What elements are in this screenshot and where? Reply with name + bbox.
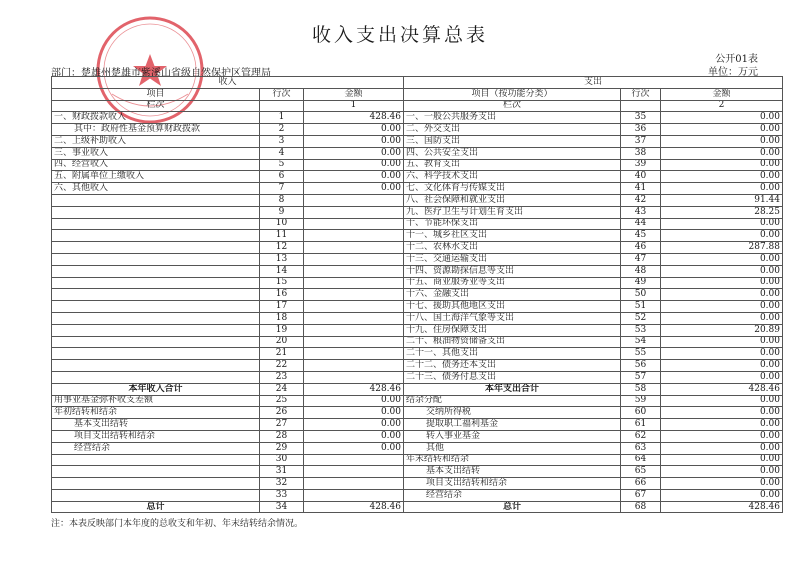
expense-item: 交纳所得税: [404, 407, 621, 419]
expense-item-header: 项目（按功能分类）: [404, 88, 621, 100]
expense-item: 十一、城乡社区支出: [404, 230, 621, 242]
expense-amount: 0.00: [661, 312, 783, 324]
expense-amount: 0.00: [661, 336, 783, 348]
expense-amount: 287.88: [661, 242, 783, 254]
income-line: 24: [260, 383, 304, 395]
expense-header: 支出: [404, 77, 783, 89]
income-item: [52, 277, 260, 289]
table-row: [52, 383, 783, 395]
expense-line: 42: [621, 194, 661, 206]
income-line: 2: [260, 124, 304, 136]
expense-line: 64: [621, 454, 661, 466]
income-line: 27: [260, 419, 304, 431]
table-row: [52, 395, 783, 407]
expense-item: 一、一般公共服务支出: [404, 112, 621, 124]
table-row: [52, 489, 783, 501]
expense-item: 经营结余: [404, 489, 621, 501]
table-row: [52, 253, 783, 265]
income-item: 经营结余: [52, 442, 260, 454]
expense-item: 总计: [404, 501, 621, 513]
income-line: 25: [260, 395, 304, 407]
expense-item: 十三、交通运输支出: [404, 253, 621, 265]
expense-amount: 428.46: [661, 383, 783, 395]
expense-amount: 0.00: [661, 466, 783, 478]
expense-amount: 0.00: [661, 430, 783, 442]
income-item: 项目支出结转和结余: [52, 430, 260, 442]
table-row: [52, 454, 783, 466]
income-line: 23: [260, 371, 304, 383]
expense-amount: 0.00: [661, 442, 783, 454]
expense-line: 60: [621, 407, 661, 419]
income-amount: [304, 289, 404, 301]
expense-amount: 0.00: [661, 135, 783, 147]
expense-line: 62: [621, 430, 661, 442]
expense-amount: 0.00: [661, 301, 783, 313]
income-line: 30: [260, 454, 304, 466]
income-amount: 428.46: [304, 501, 404, 513]
income-amount: [304, 277, 404, 289]
table-row: [52, 501, 783, 513]
table-row: [52, 112, 783, 124]
expense-amount: 0.00: [661, 265, 783, 277]
expense-item: 二十、粮油物资储备支出: [404, 336, 621, 348]
income-amount: 428.46: [304, 112, 404, 124]
income-item: 总计: [52, 501, 260, 513]
income-line: 29: [260, 442, 304, 454]
income-amount: [304, 242, 404, 254]
table-row: [52, 242, 783, 254]
expense-line: 36: [621, 124, 661, 136]
income-amount: 0.00: [304, 183, 404, 195]
income-amount: [304, 466, 404, 478]
table-row: [52, 419, 783, 431]
income-col-blank: [260, 100, 304, 112]
expense-amount: 0.00: [661, 478, 783, 490]
income-item: 一、财政拨款收入: [52, 112, 260, 124]
expense-amount: 0.00: [661, 218, 783, 230]
income-item: [52, 242, 260, 254]
table-row: [52, 442, 783, 454]
table-row: [52, 301, 783, 313]
income-item: [52, 230, 260, 242]
income-line-header: 行次: [260, 88, 304, 100]
expense-amount: 0.00: [661, 360, 783, 372]
expense-amount: 91.44: [661, 194, 783, 206]
income-line: 10: [260, 218, 304, 230]
income-line: 16: [260, 289, 304, 301]
department-label: 部门：楚雄州楚雄市紫溪山省级自然保护区管理局: [51, 68, 271, 79]
income-line: 21: [260, 348, 304, 360]
income-amount: [304, 489, 404, 501]
expense-line: 39: [621, 159, 661, 171]
expense-amount: 0.00: [661, 112, 783, 124]
income-item: [52, 324, 260, 336]
table-row: [52, 371, 783, 383]
income-item: [52, 265, 260, 277]
income-amount: [304, 312, 404, 324]
income-amount: [304, 218, 404, 230]
expense-item: 结余分配: [404, 395, 621, 407]
income-amount: 0.00: [304, 171, 404, 183]
expense-amount: 28.25: [661, 206, 783, 218]
expense-amount: 20.89: [661, 324, 783, 336]
expense-amount: 0.00: [661, 419, 783, 431]
income-line: 5: [260, 159, 304, 171]
expense-item: 八、社会保障和就业支出: [404, 194, 621, 206]
expense-item: 提取职工福利基金: [404, 419, 621, 431]
table-row: [52, 360, 783, 372]
income-amount: 0.00: [304, 407, 404, 419]
income-item: 二、上级补助收入: [52, 135, 260, 147]
income-item: [52, 478, 260, 490]
income-line: 4: [260, 147, 304, 159]
table-row: [52, 348, 783, 360]
income-item: [52, 360, 260, 372]
income-item: [52, 206, 260, 218]
income-item: [52, 336, 260, 348]
income-item: [52, 194, 260, 206]
expense-item: 十八、国土海洋气象等支出: [404, 312, 621, 324]
income-item: 三、事业收入: [52, 147, 260, 159]
income-amount: [304, 301, 404, 313]
expense-item: 三、国防支出: [404, 135, 621, 147]
income-line: 17: [260, 301, 304, 313]
income-line: 14: [260, 265, 304, 277]
expense-amount: 0.00: [661, 489, 783, 501]
expense-line: 48: [621, 265, 661, 277]
expense-line: 57: [621, 371, 661, 383]
income-amount: 0.00: [304, 430, 404, 442]
form-number: 公开01表: [715, 54, 758, 65]
table-row: [52, 218, 783, 230]
header-row-columns: [52, 88, 783, 100]
income-item: 其中：政府性基金预算财政拨款: [52, 124, 260, 136]
expense-col-label: 栏次: [404, 100, 621, 112]
income-line: 28: [260, 430, 304, 442]
income-amount: 0.00: [304, 442, 404, 454]
expense-line: 46: [621, 242, 661, 254]
income-amount: 428.46: [304, 383, 404, 395]
expense-item: 本年支出合计: [404, 383, 621, 395]
table-row: [52, 206, 783, 218]
expense-line: 41: [621, 183, 661, 195]
income-line: 8: [260, 194, 304, 206]
income-line: 31: [260, 466, 304, 478]
expense-item: 十七、援助其他地区支出: [404, 301, 621, 313]
expense-item: 二、外交支出: [404, 124, 621, 136]
income-line: 32: [260, 478, 304, 490]
income-line: 22: [260, 360, 304, 372]
table-row: [52, 277, 783, 289]
income-line: 26: [260, 407, 304, 419]
table-row: [52, 312, 783, 324]
expense-item: 十五、商业服务业等支出: [404, 277, 621, 289]
expense-line: 53: [621, 324, 661, 336]
income-item: 基本支出结转: [52, 419, 260, 431]
income-line: 3: [260, 135, 304, 147]
income-amount: 0.00: [304, 147, 404, 159]
income-col-1: 1: [304, 100, 404, 112]
expense-amount: 0.00: [661, 183, 783, 195]
expense-amount: 0.00: [661, 277, 783, 289]
income-amount: [304, 371, 404, 383]
expense-line: 51: [621, 301, 661, 313]
expense-line: 67: [621, 489, 661, 501]
income-item: [52, 218, 260, 230]
expense-amount: 0.00: [661, 348, 783, 360]
income-amount: [304, 206, 404, 218]
income-amount: [304, 324, 404, 336]
expense-line: 49: [621, 277, 661, 289]
expense-item: 五、教育支出: [404, 159, 621, 171]
table-row: [52, 135, 783, 147]
expense-amount: 0.00: [661, 253, 783, 265]
expense-item: 十四、资源勘探信息等支出: [404, 265, 621, 277]
income-line: 7: [260, 183, 304, 195]
income-col-label: 栏次: [52, 100, 260, 112]
expense-item: 十九、住房保障支出: [404, 324, 621, 336]
income-amount: [304, 478, 404, 490]
table-row: [52, 466, 783, 478]
expense-line: 56: [621, 360, 661, 372]
income-amount: 0.00: [304, 395, 404, 407]
expense-line: 59: [621, 395, 661, 407]
income-item: 六、其他收入: [52, 183, 260, 195]
table-row: [52, 230, 783, 242]
income-line: 34: [260, 501, 304, 513]
income-item: [52, 301, 260, 313]
expense-item: 年末结转和结余: [404, 454, 621, 466]
expense-line: 45: [621, 230, 661, 242]
income-item: 四、经营收入: [52, 159, 260, 171]
expense-item: 十、节能环保支出: [404, 218, 621, 230]
table-row: [52, 336, 783, 348]
expense-amount: 0.00: [661, 395, 783, 407]
income-item: [52, 489, 260, 501]
expense-item: 二十二、债务还本支出: [404, 360, 621, 372]
table-row: [52, 183, 783, 195]
income-item: [52, 466, 260, 478]
income-line: 19: [260, 324, 304, 336]
table-row: [52, 147, 783, 159]
income-item: [52, 454, 260, 466]
expense-amount: 0.00: [661, 289, 783, 301]
income-line: 18: [260, 312, 304, 324]
expense-line: 52: [621, 312, 661, 324]
table-row: [52, 430, 783, 442]
income-line: 9: [260, 206, 304, 218]
expense-item: 转入事业基金: [404, 430, 621, 442]
expense-amount: 0.00: [661, 124, 783, 136]
expense-line: 43: [621, 206, 661, 218]
income-line: 12: [260, 242, 304, 254]
expense-line: 68: [621, 501, 661, 513]
income-amount: 0.00: [304, 135, 404, 147]
expense-line: 65: [621, 466, 661, 478]
expense-line: 58: [621, 383, 661, 395]
income-amount: [304, 265, 404, 277]
expense-line: 47: [621, 253, 661, 265]
expense-amount: 0.00: [661, 454, 783, 466]
header-row-section: [52, 77, 783, 89]
income-item: 本年收入合计: [52, 383, 260, 395]
expense-line-header: 行次: [621, 88, 661, 100]
table-row: [52, 159, 783, 171]
income-line: 33: [260, 489, 304, 501]
table-row: [52, 194, 783, 206]
income-line: 20: [260, 336, 304, 348]
expense-item: 基本支出结转: [404, 466, 621, 478]
income-expense-table: [51, 76, 783, 513]
income-amount: 0.00: [304, 124, 404, 136]
table-row: [52, 324, 783, 336]
income-line: 13: [260, 253, 304, 265]
expense-line: 55: [621, 348, 661, 360]
expense-line: 37: [621, 135, 661, 147]
table-note: 注：本表反映部门本年度的总收支和年初、年末结转结余情况。: [51, 519, 304, 529]
income-amount: [304, 360, 404, 372]
table-row: [52, 265, 783, 277]
expense-amount: 0.00: [661, 159, 783, 171]
income-amount: [304, 230, 404, 242]
income-item: [52, 253, 260, 265]
expense-amount: 0.00: [661, 407, 783, 419]
table-row: [52, 478, 783, 490]
expense-amount: 428.46: [661, 501, 783, 513]
table-row: [52, 407, 783, 419]
expense-line: 63: [621, 442, 661, 454]
income-amount: [304, 348, 404, 360]
expense-line: 38: [621, 147, 661, 159]
income-line: 1: [260, 112, 304, 124]
expense-amount: 0.00: [661, 171, 783, 183]
expense-line: 40: [621, 171, 661, 183]
income-item: 五、附属单位上缴收入: [52, 171, 260, 183]
income-amount: [304, 253, 404, 265]
income-line: 11: [260, 230, 304, 242]
expense-line: 66: [621, 478, 661, 490]
income-amount: [304, 336, 404, 348]
expense-line: 35: [621, 112, 661, 124]
expense-line: 54: [621, 336, 661, 348]
unit-label: 单位：万元: [708, 67, 758, 78]
expense-item: 二十三、债务付息支出: [404, 371, 621, 383]
expense-amount-header: 金额: [661, 88, 783, 100]
income-item-header: 项目: [52, 88, 260, 100]
income-item: 年初结转和结余: [52, 407, 260, 419]
expense-amount: 0.00: [661, 230, 783, 242]
expense-item: 九、医疗卫生与计划生育支出: [404, 206, 621, 218]
expense-line: 61: [621, 419, 661, 431]
income-header: 收入: [52, 77, 404, 89]
income-amount: 0.00: [304, 159, 404, 171]
expense-item: 四、公共安全支出: [404, 147, 621, 159]
expense-item: 十二、农林水支出: [404, 242, 621, 254]
expense-item: 其他: [404, 442, 621, 454]
expense-col-blank: [621, 100, 661, 112]
expense-item: 七、文化体育与传媒支出: [404, 183, 621, 195]
table-row: [52, 289, 783, 301]
table-row: [52, 171, 783, 183]
income-amount: [304, 194, 404, 206]
expense-col-2: 2: [661, 100, 783, 112]
page-title: 收入支出决算总表: [311, 24, 488, 46]
expense-line: 50: [621, 289, 661, 301]
income-item: [52, 289, 260, 301]
expense-item: 十六、金融支出: [404, 289, 621, 301]
income-amount: 0.00: [304, 419, 404, 431]
income-item: [52, 371, 260, 383]
header-row-col-index: [52, 100, 783, 112]
income-item: [52, 348, 260, 360]
income-amount-header: 金额: [304, 88, 404, 100]
expense-amount: 0.00: [661, 147, 783, 159]
expense-item: 二十一、其他支出: [404, 348, 621, 360]
income-item: 用事业基金弥补收支差额: [52, 395, 260, 407]
income-item: [52, 312, 260, 324]
income-line: 6: [260, 171, 304, 183]
expense-amount: 0.00: [661, 371, 783, 383]
table-row: [52, 124, 783, 136]
expense-line: 44: [621, 218, 661, 230]
income-amount: [304, 454, 404, 466]
expense-item: 项目支出结转和结余: [404, 478, 621, 490]
income-line: 15: [260, 277, 304, 289]
expense-item: 六、科学技术支出: [404, 171, 621, 183]
